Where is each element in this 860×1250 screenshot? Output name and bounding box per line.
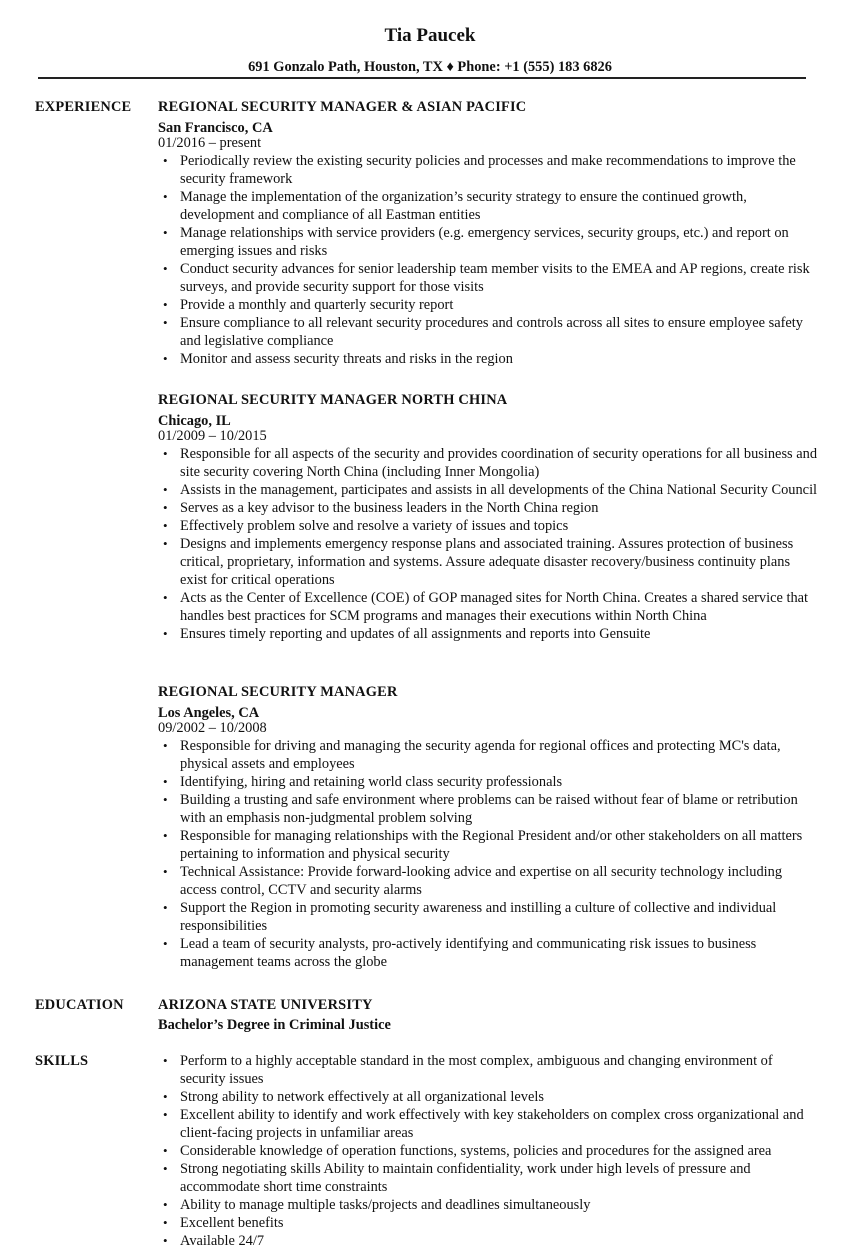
bullet-glyph: • bbox=[163, 900, 168, 915]
bullet-text: Lead a team of security analysts, pro-actively identifying and communicating risk issues to business management teams across the globe bbox=[180, 936, 757, 970]
skill-text: Available 24/7 bbox=[180, 1233, 265, 1249]
list-item bbox=[158, 625, 818, 643]
bullet-text: Responsible for driving and managing the security agenda for regional offices and protecting MC's data, physical assets and employees bbox=[180, 738, 781, 772]
list-item bbox=[158, 445, 818, 481]
list-item bbox=[158, 517, 818, 535]
list-item bbox=[158, 737, 818, 773]
bullet-glyph: • bbox=[163, 315, 168, 330]
skill-text: Excellent benefits bbox=[180, 1215, 284, 1231]
bullet-glyph: • bbox=[163, 1053, 168, 1068]
bullet-text: Effectively problem solve and resolve a variety of issues and topics bbox=[180, 518, 569, 534]
job-bullet-list bbox=[158, 445, 818, 643]
list-item bbox=[158, 899, 818, 935]
list-item bbox=[158, 224, 818, 260]
skill-text: Perform to a highly acceptable standard in the most complex, ambiguous and changing environment of security issues bbox=[180, 1053, 773, 1087]
bullet-text: Identifying, hiring and retaining world class security professionals bbox=[180, 774, 563, 790]
list-item bbox=[158, 1088, 818, 1106]
bullet-glyph: • bbox=[163, 738, 168, 753]
bullet-glyph: • bbox=[163, 1089, 168, 1104]
list-item bbox=[158, 791, 818, 827]
bullet-glyph: • bbox=[163, 1107, 168, 1122]
list-item bbox=[158, 1196, 818, 1214]
bullet-text: Acts as the Center of Excellence (COE) of GOP managed sites for North China. Creates a shared service that handles best practices for SCM programs and manages their executions within North China bbox=[180, 590, 809, 624]
job-dates: 01/2009 – 10/2015 bbox=[158, 428, 267, 444]
contact-line: 691 Gonzalo Path, Houston, TX ♦ Phone: +1 (555) 183 6826 bbox=[248, 59, 612, 75]
job-dates: 09/2002 – 10/2008 bbox=[158, 720, 267, 736]
bullet-glyph: • bbox=[163, 297, 168, 312]
job-title: REGIONAL SECURITY MANAGER NORTH CHINA bbox=[158, 392, 508, 408]
job-entry bbox=[158, 391, 818, 643]
education-entry bbox=[158, 996, 818, 1034]
bullet-text: Ensure compliance to all relevant security procedures and controls across all sites to ensure employee safety and legislative compliance bbox=[180, 315, 803, 349]
bullet-text: Assists in the management, participates and assists in all developments of the China National Security Council bbox=[180, 482, 818, 498]
skills-entry bbox=[158, 1052, 818, 1250]
bullet-glyph: • bbox=[163, 1233, 168, 1248]
list-item bbox=[158, 935, 818, 971]
bullet-text: Technical Assistance: Provide forward-looking advice and expertise on all security technology including access control, CCTV and security alarms bbox=[180, 864, 783, 898]
job-location: San Francisco, CA bbox=[158, 120, 273, 136]
list-item bbox=[158, 535, 818, 589]
list-item bbox=[158, 827, 818, 863]
bullet-glyph: • bbox=[163, 774, 168, 789]
skill-text: Excellent ability to identify and work effectively with key stakeholders on complex cross organizational and client-facing projects in unfamiliar areas bbox=[180, 1107, 804, 1141]
bullet-glyph: • bbox=[163, 261, 168, 276]
skill-text: Ability to manage multiple tasks/projects and deadlines simultaneously bbox=[180, 1197, 591, 1213]
bullet-glyph: • bbox=[163, 518, 168, 533]
job-title: REGIONAL SECURITY MANAGER bbox=[158, 684, 398, 700]
list-item bbox=[158, 589, 818, 625]
bullet-glyph: • bbox=[163, 1197, 168, 1212]
list-item bbox=[158, 1160, 818, 1196]
bullet-glyph: • bbox=[163, 936, 168, 951]
bullet-text: Support the Region in promoting security awareness and instilling a culture of collective and individual responsibilities bbox=[180, 900, 777, 934]
candidate-name: Tia Paucek bbox=[384, 25, 476, 46]
list-item bbox=[158, 350, 818, 368]
job-location: Los Angeles, CA bbox=[158, 705, 260, 721]
bullet-glyph: • bbox=[163, 351, 168, 366]
bullet-glyph: • bbox=[163, 482, 168, 497]
bullet-glyph: • bbox=[163, 626, 168, 641]
bullet-text: Periodically review the existing security policies and processes and make recommendations to improve the security framework bbox=[180, 153, 796, 187]
section-label-skills: SKILLS bbox=[35, 1053, 89, 1069]
list-item bbox=[158, 1142, 818, 1160]
bullet-glyph: • bbox=[163, 536, 168, 551]
header-divider bbox=[38, 77, 806, 79]
bullet-text: Building a trusting and safe environment where problems can be raised without fear of blame or retribution with an emphasis non-judgmental problem solving bbox=[180, 792, 798, 826]
bullet-glyph: • bbox=[163, 446, 168, 461]
list-item bbox=[158, 188, 818, 224]
section-label-experience: EXPERIENCE bbox=[35, 99, 132, 115]
bullet-glyph: • bbox=[163, 500, 168, 515]
school-name: ARIZONA STATE UNIVERSITY bbox=[158, 997, 373, 1013]
list-item bbox=[158, 863, 818, 899]
bullet-glyph: • bbox=[163, 153, 168, 168]
job-title: REGIONAL SECURITY MANAGER & ASIAN PACIFIC bbox=[158, 99, 527, 115]
job-dates: 01/2016 – present bbox=[158, 135, 262, 151]
bullet-glyph: • bbox=[163, 864, 168, 879]
bullet-text: Ensures timely reporting and updates of all assignments and reports into Gensuite bbox=[180, 626, 651, 642]
bullet-glyph: • bbox=[163, 1215, 168, 1230]
list-item bbox=[158, 296, 818, 314]
bullet-glyph: • bbox=[163, 828, 168, 843]
job-bullet-list bbox=[158, 152, 818, 368]
job-bullet-list bbox=[158, 737, 818, 971]
bullet-text: Conduct security advances for senior leadership team member visits to the EMEA and AP regions, create risk surveys, and provide security support for those visits bbox=[180, 261, 810, 295]
bullet-glyph: • bbox=[163, 1143, 168, 1158]
bullet-text: Monitor and assess security threats and risks in the region bbox=[180, 351, 513, 367]
list-item bbox=[158, 499, 818, 517]
bullet-text: Responsible for managing relationships with the Regional President and/or other stakeholders on all matters pertaining to information and physical security bbox=[180, 828, 803, 862]
list-item bbox=[158, 314, 818, 350]
list-item bbox=[158, 260, 818, 296]
bullet-text: Serves as a key advisor to the business leaders in the North China region bbox=[180, 500, 599, 516]
job-entry bbox=[158, 683, 818, 971]
skills-list bbox=[158, 1052, 818, 1250]
job-location: Chicago, IL bbox=[158, 413, 231, 429]
bullet-glyph: • bbox=[163, 792, 168, 807]
list-item bbox=[158, 773, 818, 791]
section-label-education: EDUCATION bbox=[35, 997, 124, 1013]
list-item bbox=[158, 481, 818, 499]
degree: Bachelor’s Degree in Criminal Justice bbox=[158, 1017, 391, 1033]
skill-text: Strong ability to network effectively at all organizational levels bbox=[180, 1089, 544, 1105]
list-item bbox=[158, 1232, 818, 1250]
bullet-text: Manage relationships with service providers (e.g. emergency services, security groups, etc.) and report on emerging issues and risks bbox=[180, 225, 789, 259]
bullet-glyph: • bbox=[163, 189, 168, 204]
skill-text: Strong negotiating skills Ability to maintain confidentiality, work under high levels of pressure and accommodate short time constraints bbox=[180, 1161, 751, 1195]
bullet-text: Provide a monthly and quarterly security report bbox=[180, 297, 454, 313]
bullet-text: Designs and implements emergency response plans and associated training. Assures protection of business critical, proprietary, information and systems. Assure adequate disaster recovery/business continuity plans exist for critical operations bbox=[180, 536, 794, 588]
list-item bbox=[158, 1052, 818, 1088]
list-item bbox=[158, 1106, 818, 1142]
job-entry bbox=[158, 98, 818, 368]
bullet-text: Responsible for all aspects of the security and provides coordination of security operations for all business and site security covering North China (including Inner Mongolia) bbox=[180, 446, 818, 480]
skill-text: Considerable knowledge of operation functions, systems, policies and procedures for the assigned area bbox=[180, 1143, 772, 1159]
list-item bbox=[158, 1214, 818, 1232]
list-item bbox=[158, 152, 818, 188]
bullet-glyph: • bbox=[163, 225, 168, 240]
bullet-text: Manage the implementation of the organization’s security strategy to ensure the continued growth, development and compliance of all Eastman entities bbox=[180, 189, 747, 223]
bullet-glyph: • bbox=[163, 590, 168, 605]
bullet-glyph: • bbox=[163, 1161, 168, 1176]
